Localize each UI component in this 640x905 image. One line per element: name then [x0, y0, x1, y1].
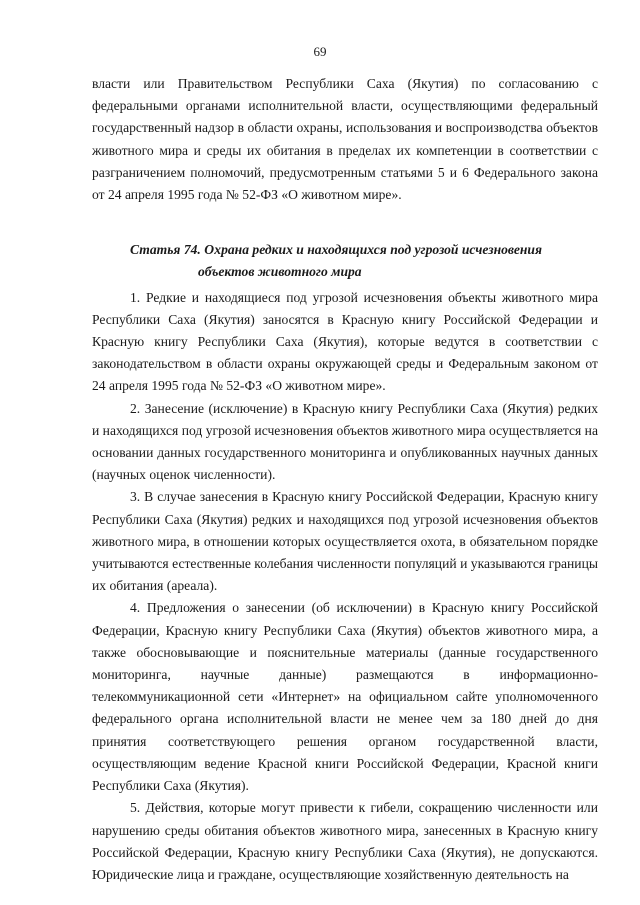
article-title-line-2: объектов животного мира [198, 264, 362, 280]
article-heading [92, 239, 598, 283]
paragraph-2: 2. Занесение (исключение) в Красную книгу Республики Саха (Якутия) редких и находящихся под угрозой исчезновения объектов животного мира осуществляется на основании данных государственного мониторинга и опубликованных научных данных (научных оценок численности). [92, 400, 598, 483]
paragraph-5: 5. Действия, которые могут привести к гибели, сокращению численности или нарушению среды обитания объектов животного мира, занесенных в Красную книгу Российской Федерации, Красную книгу Республики Саха (Якутия), не допускаются. Юридические лица и граждане, осуществляющие хозяйственную деятельность на [92, 800, 598, 882]
page-number: 69 [313, 44, 327, 59]
paragraph-3: 3. В случае занесения в Красную книгу Российской Федерации, Красную книгу Республики Саха (Якутия) редких и находящихся под угрозой исчезновения объектов животного мира, в отношении которых осуществляется охота, в обязательном порядке учитываются естественные колебания численности популяций и указываются границы их обитания (ареала). [92, 489, 598, 594]
intro-paragraph: власти или Правительством Республики Саха (Якутия) по согласованию с федеральными органами исполнительной власти, осуществляющими федеральный государственный надзор в области охраны, использования и воспроизводства объектов животного мира и среды их обитания в пределах их компетенции в соответствии с разграничением полномочий, предусмотренным статьями 5 и 6 Федерального закона от 24 апреля 1995 года № 52-ФЗ «О животном мире». [92, 76, 598, 203]
article-title-line-1: Статья 74. Охрана редких и находящихся под угрозой исчезновения [130, 242, 542, 258]
document-body [92, 73, 598, 886]
paragraph-4: 4. Предложения о занесении (об исключении) в Красную книгу Российской Федерации, Красную книгу Республики Саха (Якутия) объектов животного мира, а также обосновывающие и пояснительные материалы (данные государственного мониторинга, научные данные) размещаются в информационно-телекоммуникационной сети «Интернет» на официальном сайте уполномоченного федерального органа исполнительной власти не менее чем за 180 дней до дня принятия соответствующего решения органом государственной власти, осуществляющим ведение Красной книги Российской Федерации, Красной книги Республики Саха (Якутия). [92, 600, 598, 794]
paragraph-1: 1. Редкие и находящиеся под угрозой исчезновения объекты животного мира Республики Саха (Якутия) заносятся в Красную книгу Российской Федерации и Красную книгу Республики Саха (Якутия), которые ведутся в соответствии с законодательством в области охраны окружающей среды и Федеральным законом от 24 апреля 1995 года № 52-ФЗ «О животном мире». [92, 289, 598, 394]
